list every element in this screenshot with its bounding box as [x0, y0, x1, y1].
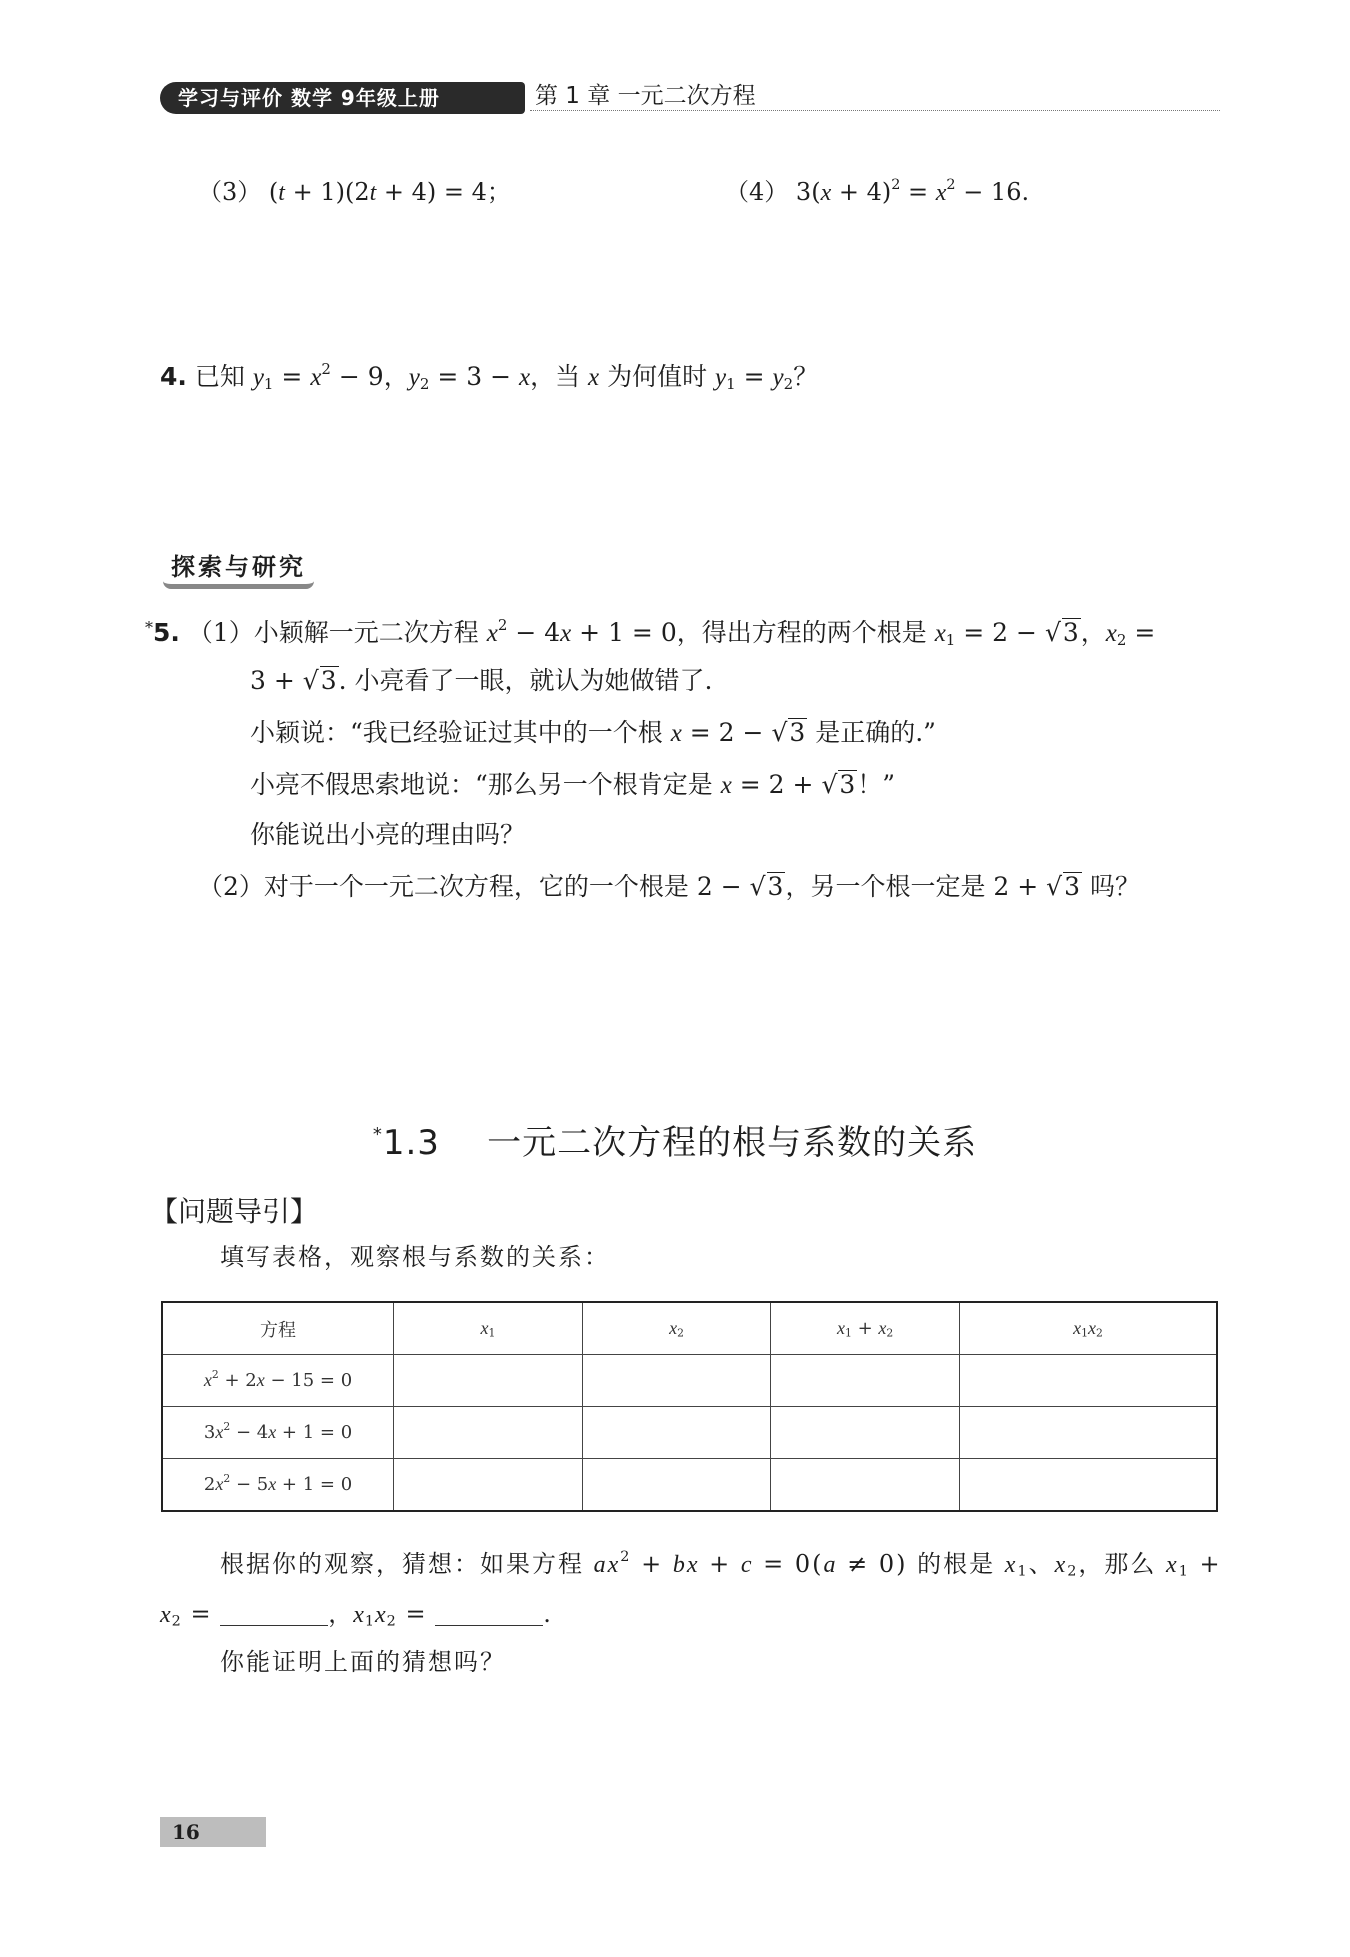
table-cell-equation: $3x^2 - 4x + 1 = 0$ [162, 1407, 394, 1459]
exercise-3-label: （3） [198, 178, 262, 206]
guide-intro: 填写表格，观察根与系数的关系： [220, 1243, 610, 1271]
table-cell-blank[interactable] [959, 1355, 1217, 1407]
exercise-3-expr: (t + 1)(2t + 4) = 4； [268, 178, 511, 206]
guide-label: 【问题导引】 [150, 1195, 319, 1228]
table-cell-blank[interactable] [959, 1459, 1217, 1512]
question-5-line-4: 小亮不假思索地说：“那么另一个根肯定是 x = 2 + √3！” [250, 770, 896, 799]
guess-line-1: 根据你的观察，猜想：如果方程 $ax^2$ + bx + c = 0(a ≠ 0) 的根是 $x_1$、$x_2$，那么 $x_1$ + [220, 1549, 1222, 1580]
table-row [162, 1407, 1217, 1459]
page-number-block [160, 1817, 266, 1847]
guess-line-2: $x_2$ = ，$x_1x_2$ = . [160, 1600, 552, 1630]
question-4-text: 已知 $y_1 = x^2 - 9$，$y_2 = 3 - x$，当 x 为何值时 $y_1 = y_2$？ [194, 359, 819, 393]
section-title: 一元二次方程的根与系数的关系 [487, 1123, 978, 1163]
prove-prompt: 你能证明上面的猜想吗？ [220, 1648, 506, 1676]
section-number: 1.3 [382, 1123, 440, 1163]
question-5-part-1-label: （1） [187, 618, 254, 647]
question-4-number: 4. [160, 362, 187, 391]
exercise-3 [198, 175, 511, 210]
question-5-star: * [145, 618, 153, 637]
exercise-4-sub-label: （4） [725, 178, 789, 206]
question-5-part-2 [198, 870, 1140, 904]
question-5-line-1 [145, 611, 1155, 651]
question-5-part-2-label: （2） [198, 872, 264, 901]
exercise-4-sub [725, 175, 1029, 210]
exercise-4-sub-expr: $3(x + 4)^2 = x^2 - 16$. [795, 177, 1030, 206]
product-answer-blank[interactable] [435, 1603, 543, 1626]
table-cell-blank[interactable] [394, 1355, 583, 1407]
table-cell-blank[interactable] [771, 1459, 960, 1512]
table-cell-equation: $x^2 + 2x - 15 = 0$ [162, 1355, 394, 1407]
sum-answer-blank[interactable] [220, 1603, 328, 1626]
question-5-part-1-text: 小颖解一元二次方程 $x^2 - 4x + 1 = 0$，得出方程的两个根是 $x_1 = 2 - √3$，$x_2$ = [253, 615, 1156, 649]
book-title-text: 学习与评价 数学 9年级上册 [178, 86, 440, 110]
table-cell-blank[interactable] [771, 1355, 960, 1407]
table-cell-blank[interactable] [582, 1355, 771, 1407]
table-cell-blank[interactable] [959, 1407, 1217, 1459]
question-5-part-2-text: 对于一个一元二次方程，它的一个根是 2 − √3，另一个根一定是 2 + √3 吗？ [263, 872, 1140, 901]
roots-coefficients-table [161, 1301, 1218, 1512]
table-header-x1: $x_1$ [394, 1302, 583, 1355]
section-heading [0, 1115, 1350, 1164]
question-5-line-2: 3 + √3. 小亮看了一眼，就认为她做错了. [250, 666, 713, 695]
section-star: * [372, 1124, 383, 1145]
question-4 [160, 360, 818, 395]
table-cell-blank[interactable] [582, 1459, 771, 1512]
table-header-sum: $x_1 + x_2$ [771, 1302, 960, 1355]
table-row [162, 1355, 1217, 1407]
table-cell-blank[interactable] [394, 1459, 583, 1512]
book-title-badge [160, 82, 525, 114]
table-cell-blank[interactable] [394, 1407, 583, 1459]
table-header-equation: 方程 [162, 1302, 394, 1355]
table-header-x2: $x_2$ [582, 1302, 771, 1355]
table-cell-blank[interactable] [582, 1407, 771, 1459]
table-header-row [162, 1302, 1217, 1355]
section-tag-explore: 探索与研究 [163, 545, 314, 589]
header-rule [530, 110, 1220, 111]
table-cell-equation: $2x^2 - 5x + 1 = 0$ [162, 1459, 394, 1512]
page-number: 16 [172, 1820, 200, 1844]
table-header-product: $x_1x_2$ [959, 1302, 1217, 1355]
question-5-line-5: 你能说出小亮的理由吗？ [250, 820, 526, 849]
question-5-line-3: 小颖说：“我已经验证过其中的一个根 x = 2 − √3 是正确的.” [250, 718, 936, 747]
table-cell-blank[interactable] [771, 1407, 960, 1459]
table-row [162, 1459, 1217, 1512]
chapter-title: 第 1 章 一元二次方程 [535, 83, 756, 109]
question-5-number: 5. [153, 618, 180, 647]
